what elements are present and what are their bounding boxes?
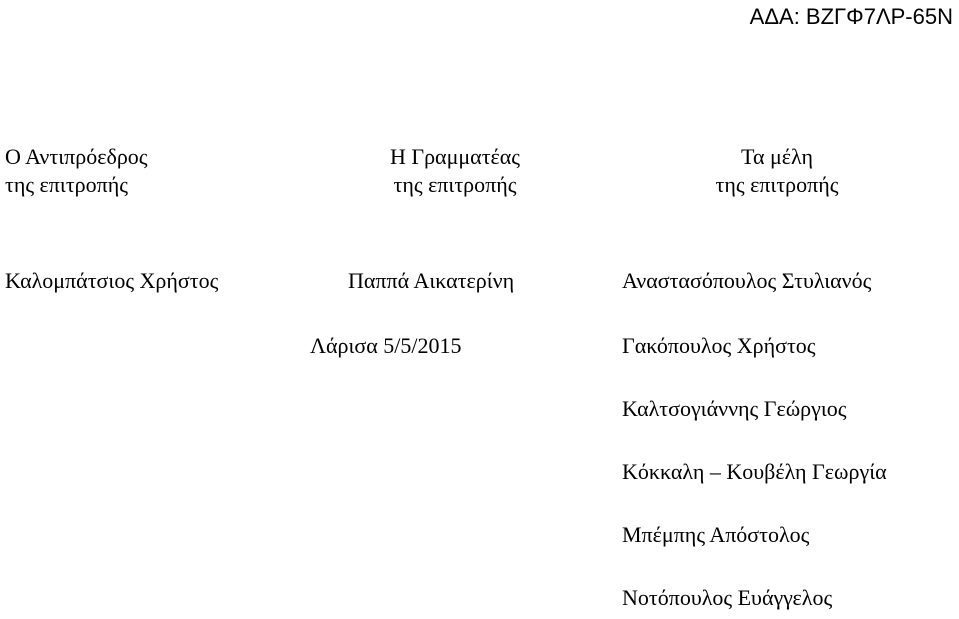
secretary-title: Η Γραμματέας [389,144,521,169]
member-name: Αναστασόπουλος Στυλιανός [622,268,872,293]
vice-chair-name: Καλομπάτσιος Χρήστος [5,268,219,293]
member-name: Μπέμπης Απόστολος [622,522,810,547]
member-name: Κόκκαλη – Κουβέλη Γεωργία [622,459,887,484]
member-name: Γακόπουλος Χρήστος [622,333,816,358]
ada-code: ΑΔΑ: ΒΖΓΦ7ΛΡ-65Ν [749,4,953,29]
members-title: Τα μέλη [741,144,813,169]
vice-chair-subtitle: της επιτροπής [5,172,128,197]
member-name: Καλτσογιάννης Γεώργιος [622,396,847,421]
vice-chair-title: Ο Αντιπρόεδρος [5,144,148,169]
place-date: Λάρισα 5/5/2015 [310,333,462,358]
secretary-name: Παππά Αικατερίνη [348,268,515,293]
secretary-subtitle: της επιτροπής [393,172,517,197]
members-subtitle: της επιτροπής [715,172,839,197]
member-name: Νοτόπουλος Ευάγγελος [622,585,833,610]
